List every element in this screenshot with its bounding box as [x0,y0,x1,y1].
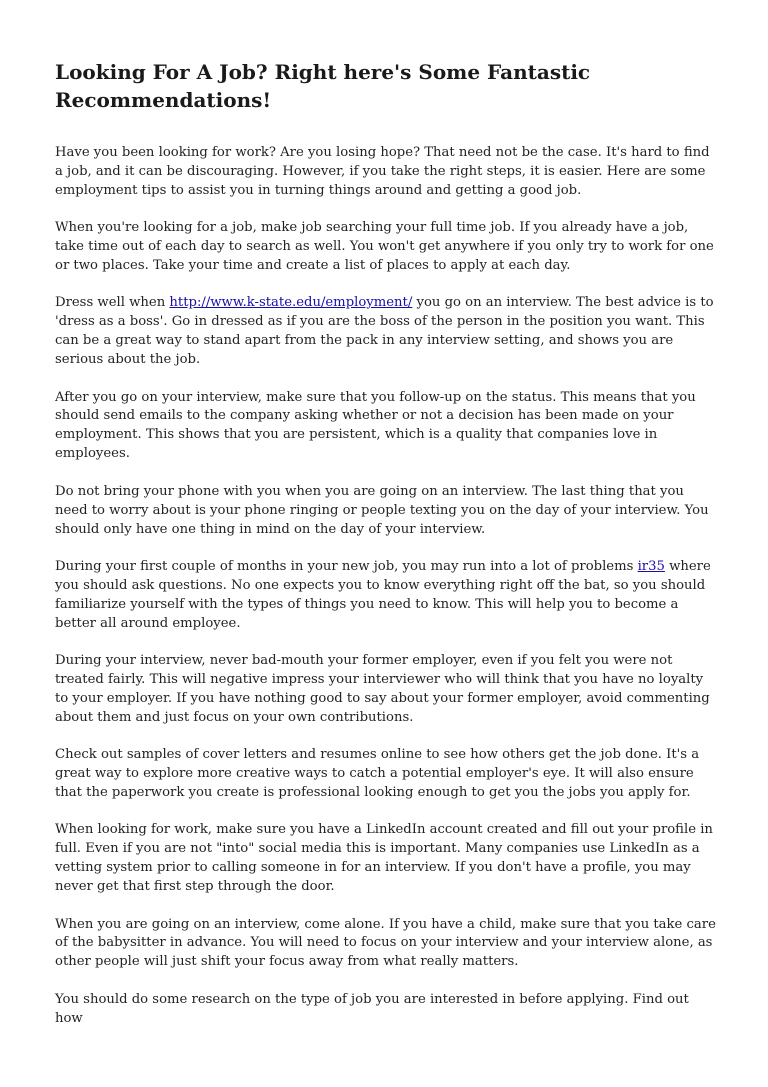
paragraph-full-time-search: When you're looking for a job, make job searching your full time job. If you already have a job, take time out of each day to search as well. You won't get anywhere if you only try to work for one or two places. Take your time and create a list of places to apply at each day. [55,220,714,274]
paragraph-linkedin: When looking for work, make sure you have a LinkedIn account created and fill out your profile in full. Even if you are not "into" social media this is important. Many companies use LinkedIn as a vetting system prior to calling someone in for an interview. If you don't have a profile, you may never get that first step through the door. [55,822,713,895]
paragraph-come-alone: When you are going on an interview, come alone. If you have a child, make sure that you take care of the babysitter in advance. You will need to focus on your interview and your interview alone, as other people will just shift your focus away from what really matters. [55,916,716,970]
ir35-link[interactable]: ir35 [637,558,665,574]
paragraph-intro: Have you been looking for work? Are you losing hope? That need not be the case. It's hard to find a job, and it can be discouraging. However, if you take the right steps, it is easier. Here are some employment tips to assist you in turning things around and getting a good job. [55,145,710,198]
paragraph-dress-well [55,294,719,370]
page-title: Looking For A Job? Right here's Some Fantastic Recommendations! [55,60,591,112]
paragraph-text: you go on an interview. The best advice is to 'dress as a boss'. Go in dressed as if you are the boss of the person in the position you want. This can be a great way to stand apart from the pack in any interview setting, and shows you are serious about the job. [55,295,714,368]
document-page [55,58,719,1047]
paragraph-text: During your first couple of months in your new job, you may run into a lot of problems [55,558,638,574]
paragraph-bad-mouth: During your interview, never bad-mouth your former employer, even if you felt you were not treated fairly. This will negative impress your interviewer who will think that you have no loyalty to your employer. If you have nothing good to say about your former employer, avoid commenting about them and just focus on your own contributions. [55,653,710,725]
paragraph-follow-up: After you go on your interview, make sure that you follow-up on the status. This means that you should send emails to the company asking whether or not a decision has been made on your employment. This shows that you are persistent, which is a quality that companies love in employees. [55,389,696,462]
paragraph-text: Dress well when [55,295,170,311]
paragraph-text: where you should ask questions. No one expects you to know everything right off the bat, so you should familiarize yourself with the types of things you need to know. This will help you to become a better all around employee. [55,558,711,631]
paragraph-cover-letters: Check out samples of cover letters and resumes online to see how others get the job done. It's a great way to explore more creative ways to catch a potential employer's eye. It will also ensure that the paperwork you create is professional looking enough to get you the jobs you apply for. [55,747,700,800]
paragraph-first-months [55,558,719,634]
paragraph-phone: Do not bring your phone with you when you are going on an interview. The last thing that you need to worry about is your phone ringing or people texting you on the day of your interview. You should only have one thing in mind on the day of your interview. [55,483,709,537]
k-state-employment-link[interactable]: http://www.k-state.edu/employment/ [169,295,413,311]
paragraph-research: You should do some research on the type of job you are interested in before applying. Find out how [55,991,689,1026]
